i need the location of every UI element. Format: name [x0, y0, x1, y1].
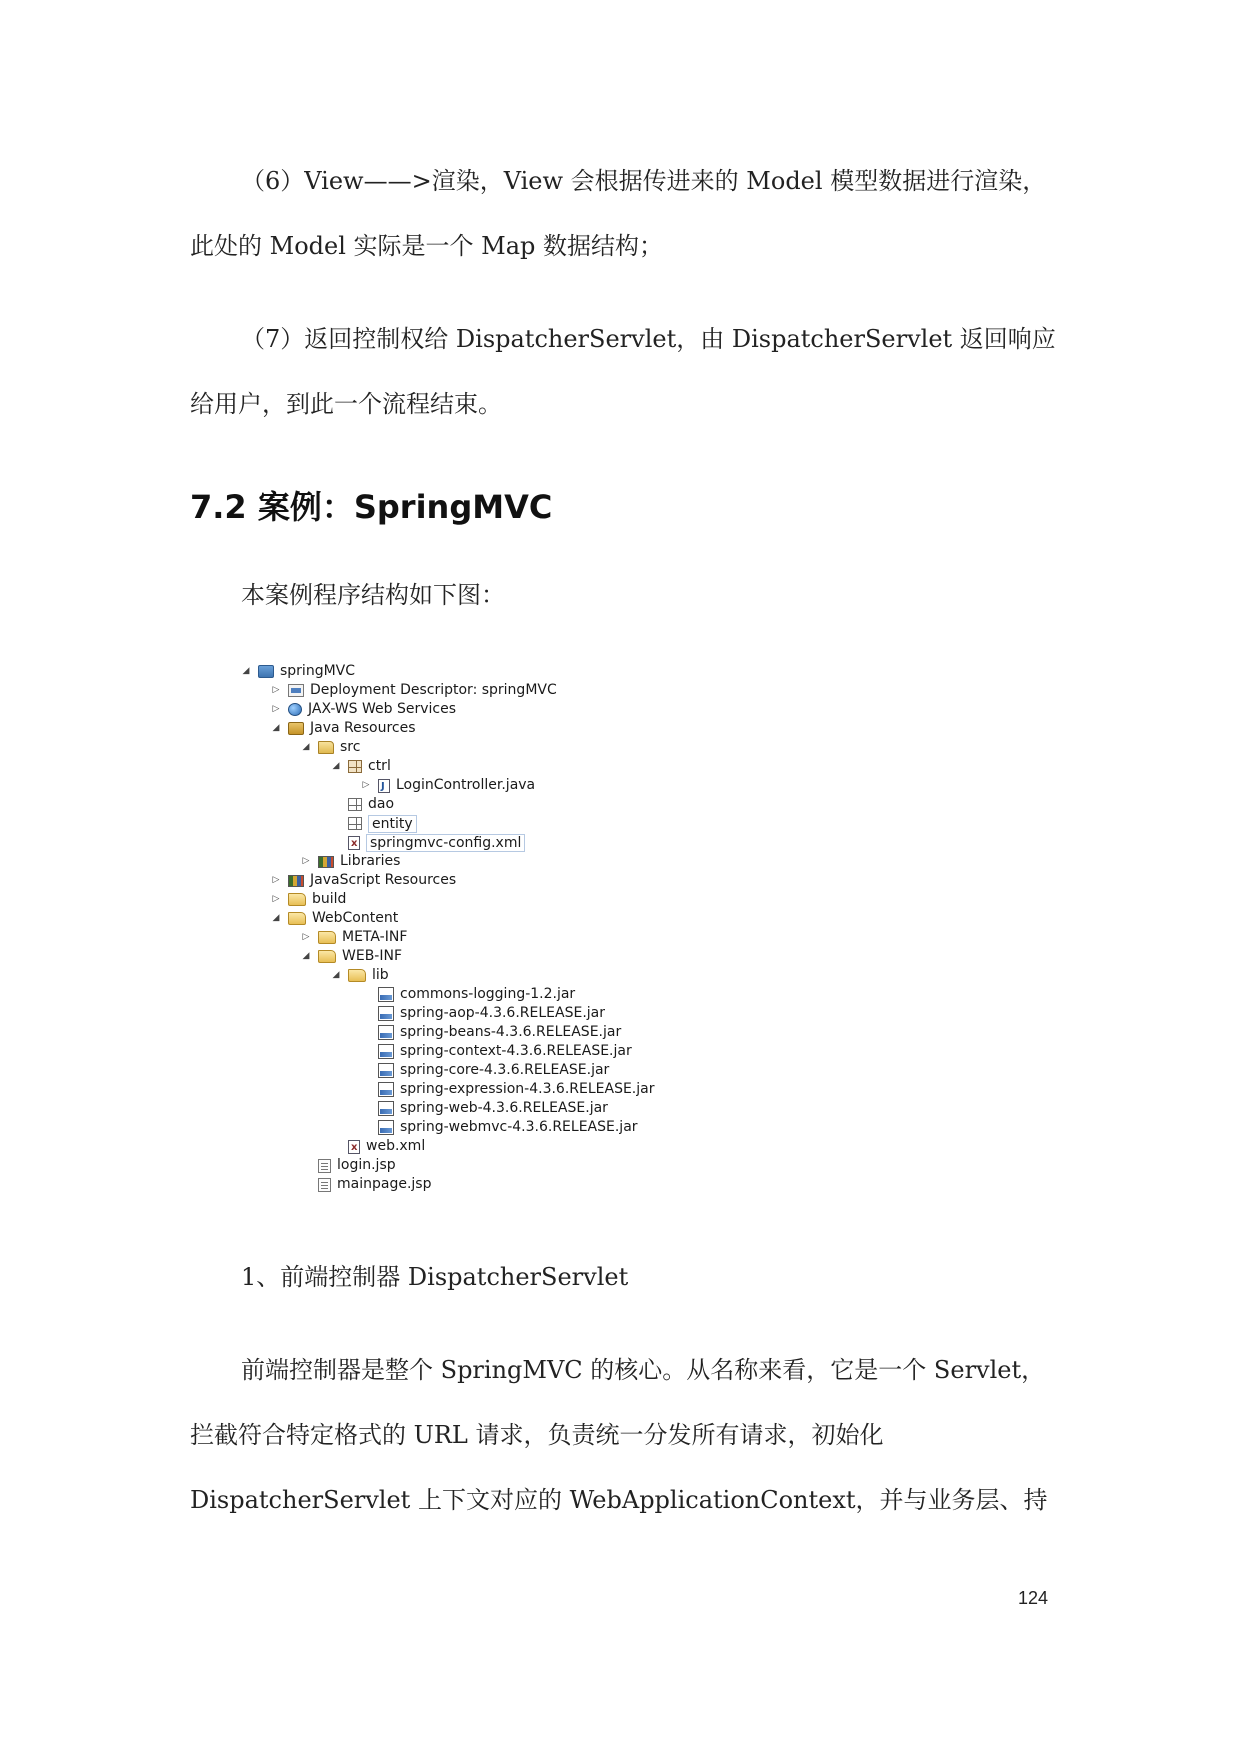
paragraph-step-7: [190, 307, 1060, 437]
tree-item-javascript-resources[interactable]: [270, 871, 456, 890]
tree-item-dao[interactable]: [330, 795, 394, 814]
jar-icon: [378, 1063, 394, 1078]
intro-paragraph: [190, 563, 1060, 628]
tree-item-jar[interactable]: [360, 1080, 654, 1099]
tree-item-jar[interactable]: [360, 1023, 621, 1042]
tree-item-label: dao: [368, 796, 395, 812]
tree-item-label: spring-beans-4.3.6.RELEASE.jar: [400, 1024, 622, 1040]
collapsed-arrow-icon[interactable]: ▷: [302, 932, 310, 942]
expanded-arrow-icon[interactable]: ◢: [332, 970, 340, 980]
paragraph-line: DispatcherServlet 上下文对应的 WebApplicationContext，并与业务层、持: [190, 1486, 1048, 1514]
collapsed-arrow-icon[interactable]: ▷: [272, 875, 280, 885]
folder-icon: [318, 931, 336, 944]
collapsed-arrow-icon[interactable]: ▷: [272, 894, 280, 904]
tree-item-meta-inf[interactable]: [300, 928, 407, 947]
jar-icon: [378, 1044, 394, 1059]
tree-item-logincontroller[interactable]: [360, 776, 535, 795]
paragraph-line: 此处的 Model 实际是一个 Map 数据结构；: [190, 232, 664, 260]
folder-icon: [288, 893, 306, 906]
package-icon: [348, 760, 362, 773]
tree-item-web-xml[interactable]: [330, 1137, 425, 1156]
jsp-file-icon: [318, 1159, 331, 1173]
tree-item-label: entity: [368, 815, 417, 833]
tree-item-label: spring-expression-4.3.6.RELEASE.jar: [400, 1081, 655, 1097]
tree-item-libraries[interactable]: [300, 852, 400, 871]
paragraph-line: 拦截符合特定格式的 URL 请求，负责统一分发所有请求，初始化: [190, 1421, 884, 1449]
tree-item-label: spring-aop-4.3.6.RELEASE.jar: [400, 1005, 605, 1021]
empty-package-icon: [348, 798, 362, 811]
tree-item-label: WEB-INF: [342, 948, 402, 964]
tree-item-jax-ws[interactable]: [270, 700, 456, 719]
jar-icon: [378, 1082, 394, 1097]
tree-item-label: login.jsp: [337, 1157, 396, 1173]
tree-item-label: mainpage.jsp: [337, 1176, 432, 1192]
tree-item-springmvc[interactable]: [240, 662, 355, 681]
tree-item-label: commons-logging-1.2.jar: [400, 986, 576, 1002]
paragraph-line: 给用户，到此一个流程结束。: [190, 390, 502, 418]
tree-item-ctrl[interactable]: [330, 757, 391, 776]
tree-item-label: src: [340, 739, 361, 755]
tree-item-label: web.xml: [366, 1138, 426, 1154]
xml-file-icon: [348, 1140, 360, 1154]
tree-item-jar[interactable]: [360, 1004, 605, 1023]
collapsed-arrow-icon[interactable]: ▷: [302, 856, 310, 866]
tree-item-label: WebContent: [312, 910, 399, 926]
tree-item-label: spring-context-4.3.6.RELEASE.jar: [400, 1043, 632, 1059]
tree-item-jar[interactable]: [360, 1061, 609, 1080]
expanded-arrow-icon[interactable]: ◢: [272, 913, 280, 923]
tree-item-label: Libraries: [340, 853, 401, 869]
tree-item-label: spring-web-4.3.6.RELEASE.jar: [400, 1100, 608, 1116]
library-icon: [318, 856, 334, 868]
java-resources-icon: [288, 722, 304, 735]
tree-item-label: META-INF: [342, 929, 408, 945]
tree-item-label: lib: [372, 967, 389, 983]
jar-icon: [378, 1006, 394, 1021]
xml-file-icon: [348, 836, 360, 850]
tree-item-login-jsp[interactable]: [300, 1156, 396, 1175]
tree-item-jar[interactable]: [360, 1118, 638, 1137]
tree-item-deployment-descriptor[interactable]: [270, 681, 557, 700]
tree-item-label: spring-webmvc-4.3.6.RELEASE.jar: [400, 1119, 638, 1135]
deployment-descriptor-icon: [288, 684, 304, 697]
folder-icon: [318, 950, 336, 963]
expanded-arrow-icon[interactable]: ◢: [332, 761, 340, 771]
tree-item-jar[interactable]: [360, 1099, 608, 1118]
tree-item-label: Java Resources: [310, 720, 416, 736]
folder-icon: [348, 969, 366, 982]
collapsed-arrow-icon[interactable]: ▷: [362, 780, 370, 790]
item-1-title: [190, 1245, 1060, 1310]
source-folder-icon: [318, 741, 334, 754]
tree-item-label: spring-core-4.3.6.RELEASE.jar: [400, 1062, 610, 1078]
tree-item-webcontent[interactable]: [270, 909, 398, 928]
project-explorer-tree: [240, 662, 760, 1210]
tree-item-label: ctrl: [368, 758, 391, 774]
tree-item-java-resources[interactable]: [270, 719, 416, 738]
empty-package-icon: [348, 817, 362, 830]
library-icon: [288, 875, 304, 887]
tree-item-label: JavaScript Resources: [310, 872, 457, 888]
project-icon: [258, 665, 274, 678]
tree-item-jar[interactable]: [360, 1042, 632, 1061]
expanded-arrow-icon[interactable]: ◢: [242, 666, 250, 676]
expanded-arrow-icon[interactable]: ◢: [302, 742, 310, 752]
jar-icon: [378, 1120, 394, 1135]
tree-item-jar[interactable]: [360, 985, 575, 1004]
paragraph-line: 前端控制器是整个 SpringMVC 的核心。从名称来看，它是一个 Servlet，: [241, 1356, 1046, 1384]
jsp-file-icon: [318, 1178, 331, 1192]
jar-icon: [378, 987, 394, 1002]
paragraph-line: 本案例程序结构如下图：: [241, 581, 505, 609]
dispatcher-description: [190, 1338, 1060, 1533]
jar-icon: [378, 1025, 394, 1040]
tree-item-src[interactable]: [300, 738, 360, 757]
page-number: 124: [1018, 1588, 1049, 1608]
tree-item-label: springMVC: [280, 663, 356, 679]
tree-item-label: JAX-WS Web Services: [308, 701, 457, 717]
jar-icon: [378, 1101, 394, 1116]
paragraph-step-6: [190, 149, 1060, 279]
tree-item-lib[interactable]: [330, 966, 389, 985]
tree-item-label: springmvc-config.xml: [366, 834, 525, 852]
expanded-arrow-icon[interactable]: ◢: [272, 723, 280, 733]
section-heading: 7.2 案例：SpringMVC: [190, 488, 553, 526]
tree-item-web-inf[interactable]: [300, 947, 402, 966]
tree-item-label: LoginController.java: [396, 777, 536, 793]
paragraph-line: （7）返回控制权给 DispatcherServlet，由 DispatcherServlet 返回响应: [241, 325, 1056, 353]
tree-item-entity[interactable]: [330, 814, 417, 833]
java-file-icon: [378, 779, 390, 793]
web-services-icon: [288, 703, 302, 716]
paragraph-line: （6）View——>渲染，View 会根据传进来的 Model 模型数据进行渲染，: [241, 167, 1047, 195]
tree-item-build[interactable]: [270, 890, 346, 909]
tree-item-label: Deployment Descriptor: springMVC: [310, 682, 557, 698]
collapsed-arrow-icon[interactable]: ▷: [272, 685, 280, 695]
folder-icon: [288, 912, 306, 925]
tree-item-mainpage-jsp[interactable]: [300, 1175, 431, 1194]
paragraph-line: 1、前端控制器 DispatcherServlet: [241, 1263, 629, 1291]
tree-item-springmvc-config[interactable]: [330, 833, 525, 852]
tree-item-label: build: [312, 891, 347, 907]
collapsed-arrow-icon[interactable]: ▷: [272, 704, 280, 714]
expanded-arrow-icon[interactable]: ◢: [302, 951, 310, 961]
